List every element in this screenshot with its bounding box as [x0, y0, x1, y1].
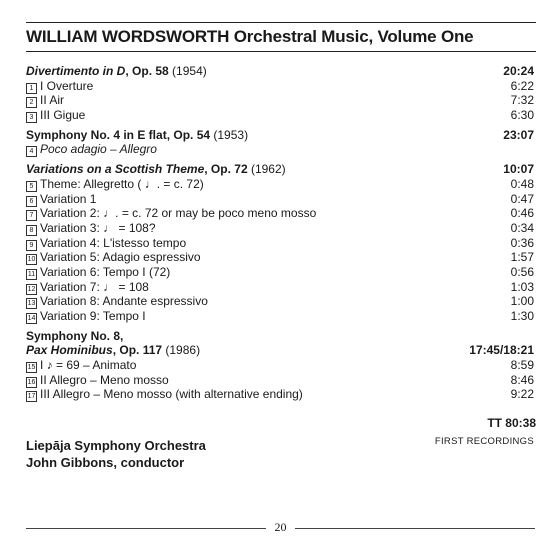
- track-duration: 0:48: [510, 176, 534, 191]
- track-title: I ♪ = 69 – Animato: [40, 358, 137, 373]
- track-duration: 8:59: [510, 358, 534, 373]
- track-number: 14: [27, 315, 36, 322]
- track-number: 5: [26, 181, 37, 192]
- total-time: TT 80:38: [487, 416, 536, 430]
- track-duration: 6:22: [510, 78, 534, 93]
- track-row: [26, 142, 534, 157]
- track-row: [26, 387, 534, 402]
- work-title: Symphony No. 4 in E flat: [26, 127, 167, 142]
- track-row: [26, 280, 534, 295]
- track-title: III Allegro – Meno mosso (with alternative ending): [40, 387, 303, 402]
- track-number: 11: [27, 270, 36, 278]
- title-rule: [26, 51, 536, 52]
- track-row: [26, 250, 534, 265]
- track-number: 16: [27, 378, 36, 386]
- footer-rule-left: [26, 528, 266, 529]
- performers: [26, 437, 206, 471]
- track-duration: 7:32: [510, 93, 534, 108]
- track-title: Variation 6: Tempo I (72): [40, 264, 171, 279]
- track-list: [26, 64, 534, 402]
- work-title: Variations on a Scottish Theme: [26, 162, 205, 177]
- track-title: Poco adagio – Allegro: [40, 142, 157, 157]
- work-year: (1962): [247, 162, 286, 177]
- work-duration: 23:07: [503, 127, 534, 142]
- track-duration: 1:30: [510, 309, 534, 323]
- track-title: Variation 1: [40, 191, 97, 206]
- track-row: [26, 373, 534, 388]
- track-title: Variation 4: L'istesso tempo: [40, 235, 187, 250]
- work-year: (1954): [168, 64, 207, 78]
- track-number: 8: [26, 225, 37, 236]
- track-number: 1: [26, 83, 37, 94]
- track-duration: 6:30: [510, 108, 534, 123]
- work-duration: 17:45/18:21: [469, 343, 534, 358]
- opus-number: , Op. 72: [204, 162, 248, 177]
- work-duration: 10:07: [503, 162, 534, 177]
- work-heading: [26, 128, 534, 143]
- work-title: Divertimento in D: [26, 64, 126, 78]
- footer-rule-right: [295, 528, 535, 529]
- track-row: [26, 93, 534, 108]
- track-row: [26, 177, 534, 192]
- track-duration: 0:34: [510, 220, 534, 235]
- track-number: 15: [27, 364, 36, 372]
- track-title: Variation 5: Adagio espressivo: [40, 250, 201, 265]
- track-row: [26, 309, 534, 324]
- page-number: 20: [274, 520, 287, 534]
- opus-number: , Op. 117: [112, 343, 163, 358]
- conductor-name: John Gibbons, conductor: [26, 455, 185, 470]
- orchestra-name: Liepāja Symphony Orchestra: [26, 438, 206, 453]
- track-duration: 0:36: [510, 235, 534, 250]
- track-number: 7: [26, 210, 37, 221]
- work-heading: [26, 162, 534, 177]
- work-year: (1953): [210, 127, 249, 142]
- track-title: Variation 9: Tempo I: [40, 309, 146, 323]
- track-title: Variation 2: ♩. = c. 72 or may be poco meno mosso: [40, 206, 317, 221]
- track-row: [26, 79, 534, 94]
- work-title: Symphony No. 8,: [26, 328, 124, 343]
- track-number: 6: [26, 196, 37, 207]
- track-row: [26, 294, 534, 309]
- work-duration: 20:24: [503, 64, 534, 78]
- work-heading: [26, 64, 534, 79]
- track-duration: 0:47: [510, 191, 534, 206]
- work-heading-line1: [26, 329, 534, 344]
- track-duration: 0:46: [510, 206, 534, 221]
- track-duration: 8:46: [510, 372, 534, 387]
- track-row: [26, 192, 534, 207]
- track-number: 9: [26, 240, 37, 251]
- track-row: [26, 221, 534, 236]
- first-recordings-note: FIRST RECORDINGS: [434, 436, 534, 447]
- page-title: WILLIAM WORDSWORTH Orchestral Music, Volume One: [26, 27, 474, 46]
- opus-number: , Op. 54: [166, 127, 211, 142]
- track-number: 2: [26, 97, 37, 108]
- track-row: [26, 358, 534, 373]
- work-heading: [26, 343, 534, 358]
- track-row: [26, 236, 534, 251]
- track-number: 3: [26, 112, 37, 123]
- track-duration: 9:22: [510, 387, 534, 402]
- track-row: [26, 108, 534, 123]
- track-title: II Air: [40, 93, 65, 108]
- track-title: I Overture: [40, 78, 94, 93]
- track-title: Theme: Allegretto ( ♩. = c. 72): [40, 176, 204, 191]
- track-title: Variation 7: ♩ = 108: [40, 279, 149, 294]
- track-number: 12: [27, 285, 36, 293]
- top-rule: [26, 22, 536, 23]
- track-title: Variation 8: Andante espressivo: [40, 294, 208, 309]
- track-number: 10: [27, 256, 36, 264]
- opus-number: , Op. 58: [125, 64, 169, 78]
- track-duration: 1:03: [510, 279, 534, 294]
- track-number: 17: [27, 393, 36, 401]
- work-year: (1986): [162, 343, 201, 358]
- track-number: 13: [27, 300, 36, 308]
- track-duration: 1:57: [510, 250, 534, 265]
- track-title: III Gigue: [40, 108, 86, 123]
- track-number: 4: [26, 146, 37, 157]
- track-title: II Allegro – Meno mosso: [40, 372, 169, 387]
- track-duration: 1:00: [510, 294, 534, 309]
- track-duration: 0:56: [510, 264, 534, 279]
- work-subtitle: Pax Hominibus: [26, 343, 113, 358]
- track-title: Variation 3: ♩ = 108?: [40, 220, 156, 235]
- track-row: [26, 265, 534, 280]
- track-row: [26, 206, 534, 221]
